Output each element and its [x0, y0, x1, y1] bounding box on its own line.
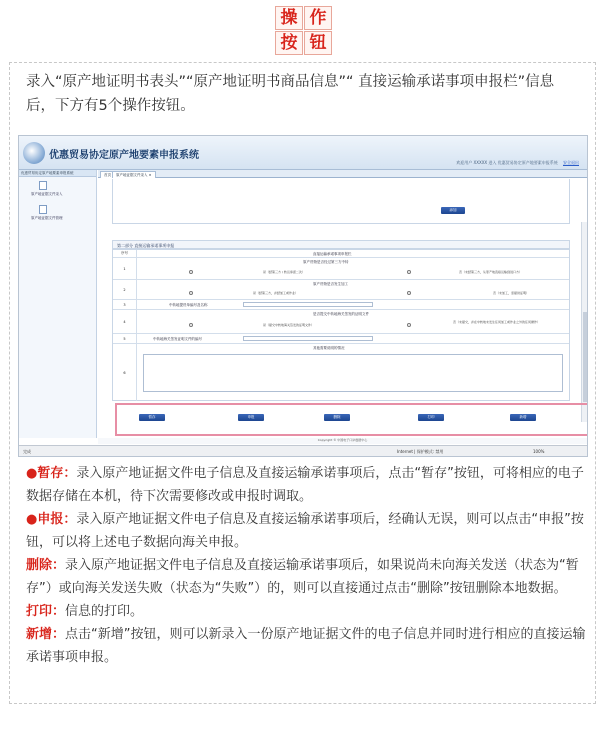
declare-button[interactable]: 申报 [238, 414, 264, 421]
sidebar-item-manage[interactable] [19, 205, 96, 225]
scrollbar-thumb[interactable] [583, 312, 587, 402]
upper-pane [112, 179, 570, 224]
radio-yes[interactable] [189, 291, 193, 295]
browser-status-bar [19, 445, 587, 457]
app-title: 优惠贸易协定原产地要素申报系统 [49, 150, 199, 161]
document-icon [39, 181, 47, 190]
option-label: 否（未提交，并在中转地未发生任何加工或作业之外的任何操作） [453, 320, 541, 324]
desc-key: 打印： [26, 604, 66, 619]
app-tabs [98, 170, 587, 178]
desc-key: 删除： [26, 558, 66, 573]
status-text: 完成 [23, 449, 31, 454]
row-caption: 中转地提货单编号及名称 [169, 303, 208, 307]
table-row [113, 280, 569, 300]
document-icon [39, 205, 47, 214]
option-label: 是（经第三方 / 转运承诺二次） [263, 270, 305, 274]
desc-print [26, 600, 586, 623]
buttons-highlight-box [115, 403, 588, 436]
option-label: 否（未经第三方，从原产地直接运输到进口方） [459, 270, 523, 274]
new-button[interactable]: 新增 [510, 414, 536, 421]
radio-yes[interactable] [189, 270, 193, 274]
desc-key: ●暂存： [26, 466, 77, 481]
row-caption: 原产货物是否经过第三方中转 [303, 260, 349, 264]
grid-title: 直接运输承诺事项申报栏 [313, 252, 352, 256]
save-draft-button[interactable]: 暂存 [139, 414, 165, 421]
app-header [19, 136, 587, 170]
desc-text: 录入原产地证据文件电子信息及直接运输承诺事项后，点击“暂存”按钮，可将相应的电子数据存储在本机，待下次需要修改或申报时调取。 [26, 466, 584, 504]
row-caption: 其他需要说明的情况 [313, 346, 345, 350]
desc-key: ●申报： [26, 512, 77, 527]
app-sidebar [19, 170, 97, 438]
option-label: 否（未加工，需提供证明） [493, 291, 530, 295]
title-char: 作 [304, 6, 332, 30]
title-char: 钮 [304, 31, 332, 55]
radio-yes[interactable] [189, 323, 193, 327]
option-label: 是（提交中转地海关签发的证明文件） [263, 323, 315, 327]
desc-declare [26, 508, 586, 554]
app-screenshot [18, 135, 588, 457]
app-logo-icon [23, 142, 45, 164]
row-number: 1 [113, 258, 137, 279]
radio-no[interactable] [407, 323, 411, 327]
app-footer: Copyright © 中国电子口岸数据中心 [98, 438, 587, 444]
button-descriptions [26, 462, 586, 669]
add-button[interactable]: 添加 [441, 207, 465, 214]
delete-button[interactable]: 删除 [324, 414, 350, 421]
row-caption: 原产货物是否发生加工 [313, 282, 348, 286]
intro-text: 录入“原产地证明书表头”“原产地证明书商品信息”“ 直接运输承诺事项申报栏”信息后，下方有5个操作按钮。 [26, 74, 555, 114]
desc-save [26, 462, 586, 508]
tab-entry[interactable]: 原产地证据文件录入 × [112, 171, 156, 178]
vertical-scrollbar[interactable] [581, 222, 587, 422]
status-zone: Internet | 保护模式: 禁用 [397, 449, 444, 454]
table-row [113, 300, 569, 310]
other-notes-textarea[interactable] [143, 354, 563, 392]
row-number: 3 [113, 300, 137, 309]
row-number: 4 [113, 310, 137, 333]
option-label: 是（经第三方，并经加工或作业） [253, 291, 299, 295]
print-button[interactable]: 打印 [418, 414, 444, 421]
sidebar-item-label: 原产地证据文件管理 [31, 216, 63, 220]
app-main [98, 179, 587, 438]
table-row [113, 334, 569, 344]
user-info [456, 160, 579, 166]
section-heading: 第二部分 直接运输承诺事项申报 [112, 240, 570, 249]
row-caption: 是否提交中转地海关签发的证明文件 [313, 312, 369, 316]
desc-delete [26, 554, 586, 600]
radio-no[interactable] [407, 291, 411, 295]
table-row [113, 310, 569, 334]
row-number: 6 [113, 344, 137, 401]
desc-text: 录入原产地证据文件电子信息及直接运输承诺事项后，经确认无误，则可以点击“申报”按钮，可以将上述电子数据向海关申报。 [26, 512, 584, 550]
desc-key: 新增： [26, 627, 66, 642]
table-row [113, 344, 569, 401]
radio-no[interactable] [407, 270, 411, 274]
user-info-text: 欢迎用户 XXXXX 进入 优惠贸易协定原产地要素申报系统 [456, 160, 558, 165]
title-char: 按 [275, 31, 303, 55]
certificate-number-input[interactable] [243, 336, 373, 341]
title-char: 操 [275, 6, 303, 30]
desc-text: 信息的打印。 [65, 604, 144, 619]
bill-number-input[interactable] [243, 302, 373, 307]
logout-link[interactable]: 安全退出 [563, 160, 579, 165]
desc-new [26, 623, 586, 669]
section-title [273, 4, 333, 56]
declaration-grid [112, 249, 570, 401]
tab-home[interactable]: 首页 [100, 171, 115, 178]
zoom-level[interactable]: 100% [533, 449, 545, 454]
desc-text: 录入原产地证据文件电子信息及直接运输承诺事项后，如果说尚未向海关发送（状态为“暂存”）或向海关发送失败（状态为“失败”）的，则可以直接通过点击“删除”按钮删除本地数据。 [26, 558, 579, 596]
row-number: 序号 [113, 250, 137, 257]
grid-header-row [113, 250, 569, 258]
table-row [113, 258, 569, 280]
row-number: 2 [113, 280, 137, 299]
sidebar-header: 优惠贸易协定原产地要素申报系统 [19, 170, 96, 177]
desc-text: 点击“新增”按钮，则可以新录入一份原产地证据文件的电子信息并同时进行相应的直接运输承诺事项申报。 [26, 627, 586, 665]
sidebar-item-entry[interactable] [19, 181, 96, 201]
row-number: 5 [113, 334, 137, 343]
sidebar-item-label: 原产地证据文件录入 [31, 192, 63, 196]
row-caption: 中转地海关签发证明文件的编号 [153, 337, 202, 341]
